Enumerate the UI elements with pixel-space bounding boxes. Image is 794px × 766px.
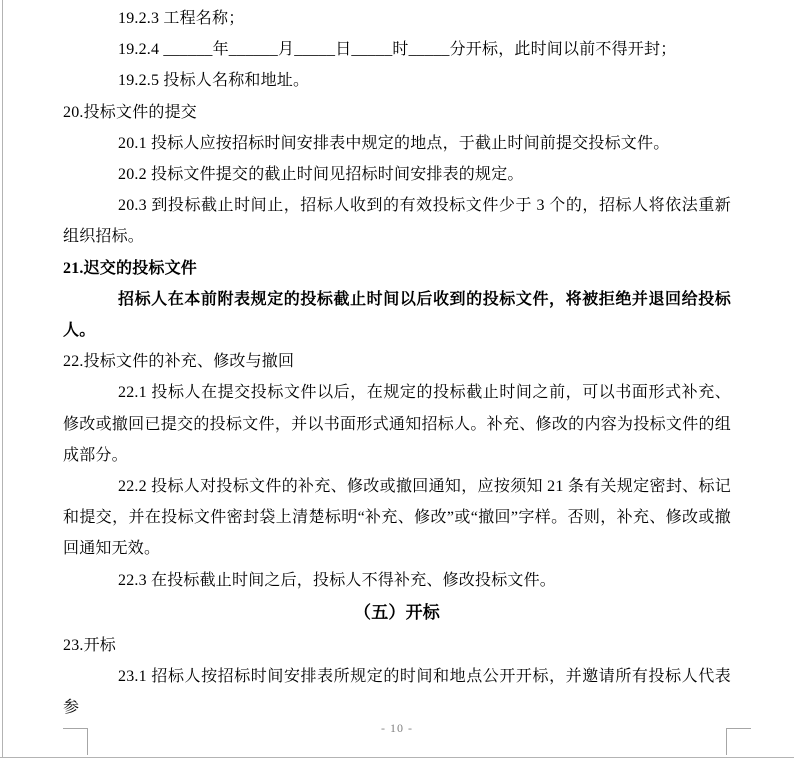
page-bottom-edge-line [0,757,794,758]
para-19-2-5: 19.2.5 投标人名称和地址。 [118,72,310,90]
para-23-1: 23.1 招标人按招标时间安排表所规定的时间和地点公开开标，并邀请所有投标人代表参 [63,668,731,717]
para-19-2-4-open-date-blanks: 19.2.4 ______年______月_____日_____时_____分开标，此时间以前不得开封； [118,41,677,59]
para-23-heading: 23.开标 [63,636,117,654]
para-22-3: 22.3 在投标截止时间之后，投标人不得补充、修改投标文件。 [118,571,557,589]
para-22-2: 22.2 投标人对投标文件的补充、修改或撤回通知，应按须知 21 条有关规定密封、标记和提交，并在投标文件密封袋上清楚标明“补充、修改”或“撤回”字样。否则，补充、修改或撤回通知无效。 [63,478,731,558]
para-21-heading-late-bids: 21.迟交的投标文件 [63,259,198,277]
para-20-2: 20.2 投标文件提交的截止时间见招标时间安排表的规定。 [118,166,524,184]
para-19-2-3: 19.2.3 工程名称； [118,10,245,27]
para-22-1: 22.1 投标人在提交投标文件以后，在规定的投标截止时间之前，可以书面形式补充、修改或撤回已提交的投标文件，并以书面形式通知招标人。补充、修改的内容为投标文件的组成部分。 [63,384,731,464]
para-21-body-rejection-notice: 招标人在本前附表规定的投标截止时间以后收到的投标文件，将被拒绝并退回给投标人。 [63,290,731,340]
para-20-1: 20.1 投标人应按招标时间安排表中规定的地点，于截止时间前提交投标文件。 [118,134,670,152]
page-number: - 10 - [381,721,413,735]
page-left-edge-line [2,0,3,757]
document-body-text [63,3,731,723]
para-22-heading: 22.投标文件的补充、修改与撤回 [63,353,295,371]
para-20-3: 20.3 到投标截止时间止，招标人收到的有效投标文件少于 3 个的，招标人将依法重新组织招标。 [63,197,731,246]
section-heading-bid-opening: （五）开标 [354,602,440,622]
para-20-heading: 20.投标文件的提交 [63,103,198,121]
